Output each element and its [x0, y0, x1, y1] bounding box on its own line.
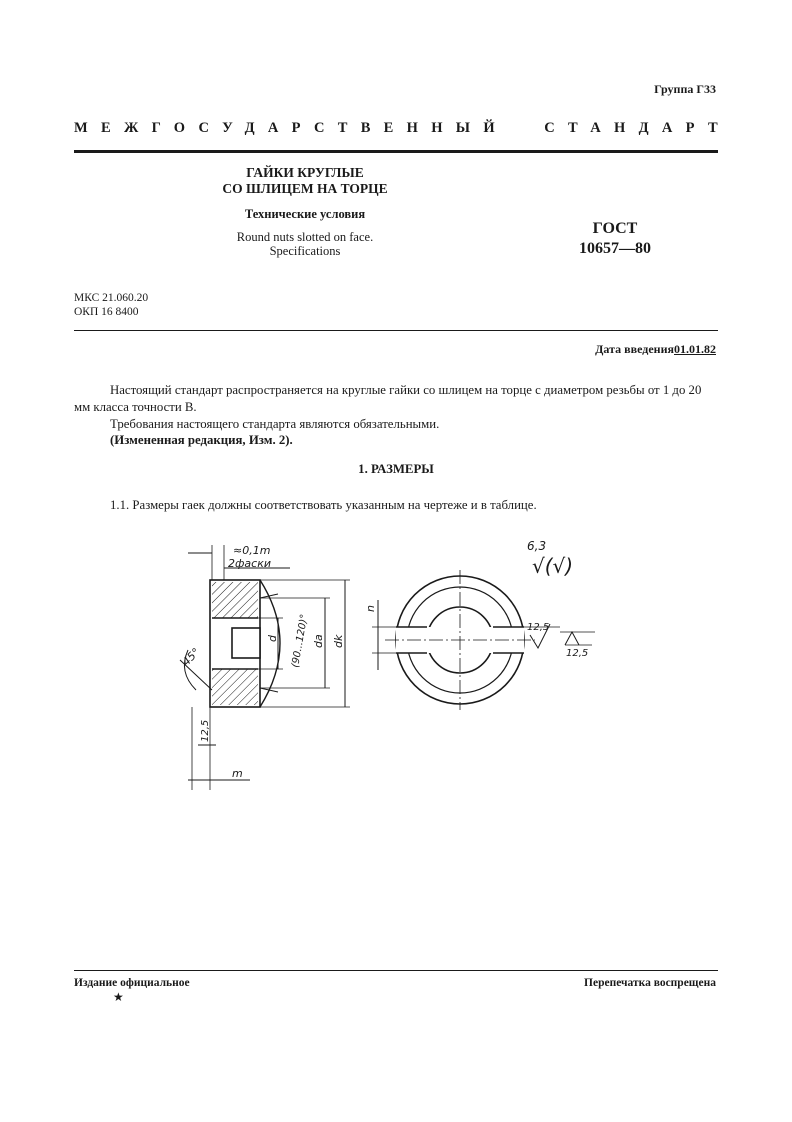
slot	[232, 628, 260, 658]
gost-code: 10657—80	[579, 240, 651, 257]
gost-label: ГОСТ	[592, 220, 638, 237]
dim-da-label: da	[312, 634, 325, 648]
paragraph-dimensions: 1.1. Размеры гаек должны соответствовать указанным на чертеже и в таблице.	[110, 498, 537, 512]
general-roughness-symbol: √(√)	[532, 554, 574, 578]
side-section-view	[180, 545, 350, 790]
paragraph-amendment: (Измененная редакция, Изм. 2).	[110, 433, 293, 447]
title-line-1: ГАЙКИ КРУГЛЫЕ	[246, 165, 364, 180]
angle-label: 45°	[179, 645, 203, 669]
lower-hatch	[212, 669, 258, 705]
okp-code: ОКП 16 8400	[74, 306, 139, 318]
title-line-2: СО ШЛИЦЕМ НА ТОРЦЕ	[222, 181, 388, 196]
dim-n-label: n	[364, 605, 377, 612]
dim-d-label: d	[266, 635, 279, 642]
document-subtitle: Технические условия	[244, 207, 366, 221]
banner-word-interstate: МЕЖГОСУДАРСТВЕННЫЙ	[74, 120, 508, 136]
date-value: 01.01.82	[674, 342, 716, 356]
date-label: Дата введения	[595, 342, 674, 356]
star-mark: ★	[113, 990, 124, 1004]
official-edition: Издание официальное	[74, 977, 190, 989]
dim-dk-label: dk	[332, 634, 345, 648]
countersink-angle-label: (90...120)°	[290, 613, 311, 669]
upper-hatch	[212, 582, 258, 618]
roughness-right-label-1: 12,5	[527, 622, 550, 633]
section-heading: 1. РАЗМЕРЫ	[358, 462, 434, 476]
reprint-prohibited: Перепечатка воспрещена	[584, 977, 716, 989]
paragraph-mandatory: Требования настоящего стандарта являются обязательными.	[110, 417, 440, 431]
footer-rule	[74, 970, 718, 971]
chamfer-size-label: ≈0,1m	[233, 544, 271, 557]
front-view	[372, 570, 595, 710]
english-title-line-2: Specifications	[269, 244, 341, 258]
general-roughness-value: 6,3	[527, 539, 547, 553]
banner-word-standard: СТАНДАРТ	[544, 120, 731, 136]
chamfer-count-label: 2фаски	[228, 557, 271, 570]
dim-m-label: m	[232, 767, 243, 780]
english-title-line-1: Round nuts slotted on face.	[236, 230, 374, 244]
roughness-left-label: 12,5	[200, 719, 211, 742]
roughness-right-label-2: 12,5	[566, 648, 589, 659]
mks-code: МКС 21.060.20	[74, 292, 149, 304]
group-code: Группа Г33	[654, 82, 716, 96]
paragraph-scope: Настоящий стандарт распространяется на круглые гайки со шлицем на торце с диаметром резьбы от 1 до 20 мм класса точности В.	[74, 383, 702, 414]
